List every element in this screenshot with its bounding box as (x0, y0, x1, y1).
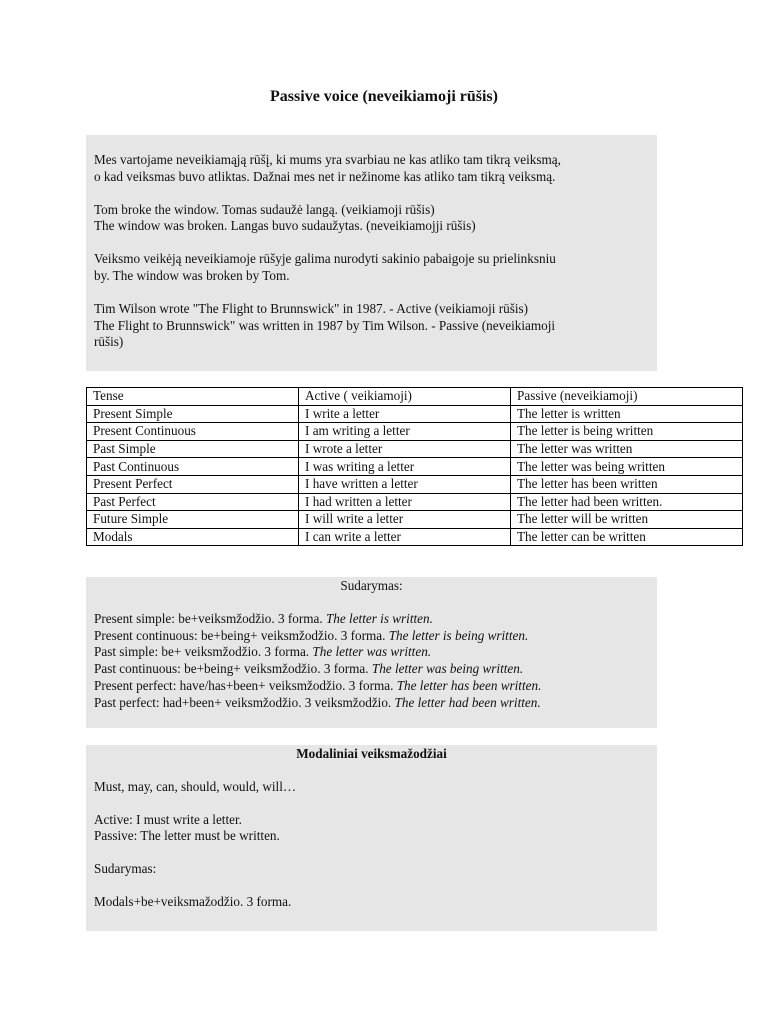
table-cell-passive: The letter had been written. (511, 493, 743, 511)
table-cell-active: I can write a letter (299, 528, 511, 546)
table-cell-passive: The letter is written (511, 405, 743, 423)
intro-box (86, 135, 657, 371)
formation-example: The letter is being written. (388, 627, 529, 643)
table-cell-tense: Modals (87, 528, 299, 546)
table-cell-passive: The letter can be written (511, 528, 743, 546)
formation-rule: Past continuous: be+being+ veiksmžodžio. 3 forma. (94, 661, 372, 677)
table-row (87, 475, 743, 493)
table-cell-active: I am writing a letter (299, 423, 511, 441)
table-cell-active: I have written a letter (299, 475, 511, 493)
formation-rule: Present continuous: be+being+ veiksmžodžio. 3 forma. (94, 627, 389, 643)
table-cell-passive: The letter was written (511, 440, 743, 458)
formation-rule: Past simple: be+ veiksmžodžio. 3 forma. (94, 644, 313, 660)
formation-box (86, 577, 657, 728)
intro-text-line: The window was broken. Langas buvo sudaužytas. (neveikiamojji rūšis) (94, 218, 476, 234)
modals-sub-heading: Sudarymas: (94, 861, 157, 877)
formation-line (94, 628, 649, 645)
formation-rule: Present simple: be+veiksmžodžio. 3 forma. (94, 610, 326, 626)
table-cell-active: I was writing a letter (299, 458, 511, 476)
intro-text-line: by. The window was broken by Tom. (94, 267, 290, 283)
tense-table (86, 387, 743, 546)
intro-text-line: Tim Wilson wrote "The Flight to Brunnswick" in 1987. - Active (veikiamoji rūšis) (94, 300, 529, 316)
intro-text-line: Mes vartojame neveikiamąją rūšį, ki mums yra svarbiau ne kas atliko tam tikrą veiksmą, (94, 152, 561, 167)
intro-text-line: The Flight to Brunnswick" was written in 1987 by Tim Wilson. - Passive (neveikiamoji (94, 317, 556, 333)
table-cell-tense: Present Perfect (87, 475, 299, 493)
table-row (87, 458, 743, 476)
table-cell-passive: The letter will be written (511, 511, 743, 529)
modals-box (86, 745, 657, 931)
table-cell-tense: Future Simple (87, 511, 299, 529)
table-cell-active: I had written a letter (299, 493, 511, 511)
modals-passive-example: Passive: The letter must be written. (94, 828, 280, 844)
table-cell-active: I wrote a letter (299, 440, 511, 458)
formation-line (94, 661, 649, 678)
intro-text-line: rūšis) (94, 334, 124, 350)
intro-text-line: Veiksmo veikėją neveikiamoje rūšyje galima nurodyti sakinio pabaigoje su prielinksniu (94, 251, 556, 267)
formation-example: The letter was written. (312, 644, 432, 660)
table-row (87, 511, 743, 529)
table-cell-passive: The letter was being written (511, 458, 743, 476)
modals-rule: Modals+be+veiksmažodžio. 3 forma. (94, 893, 292, 909)
formation-line (94, 695, 649, 712)
table-cell-active: I will write a letter (299, 511, 511, 529)
formation-heading: Sudarymas: (340, 578, 403, 593)
formation-line (94, 611, 649, 628)
page-title: Passive voice (neveikiamoji rūšis) (270, 88, 498, 105)
table-cell-active: I write a letter (299, 405, 511, 423)
table-cell-tense: Present Simple (87, 405, 299, 423)
table-cell-tense: Present Continuous (87, 423, 299, 441)
table-header-row (87, 388, 743, 406)
table-cell-tense: Past Perfect (87, 493, 299, 511)
formation-example: The letter has been written. (396, 677, 542, 693)
formation-example: The letter was being written. (371, 661, 524, 677)
table-header-cell: Passive (neveikiamoji) (511, 388, 743, 406)
modals-active-example: Active: I must write a letter. (94, 811, 242, 827)
table-row (87, 528, 743, 546)
modals-heading: Modaliniai veiksmažodžiai (296, 746, 447, 761)
table-cell-passive: The letter is being written (511, 423, 743, 441)
table-header-cell: Active ( veikiamoji) (299, 388, 511, 406)
table-row (87, 493, 743, 511)
formation-line (94, 678, 649, 695)
table-row (87, 405, 743, 423)
formation-example: The letter had been written. (394, 694, 541, 710)
table-row (87, 423, 743, 441)
table-cell-tense: Past Continuous (87, 458, 299, 476)
table-cell-passive: The letter has been written (511, 475, 743, 493)
table-header-cell: Tense (87, 388, 299, 406)
formation-rule: Past perfect: had+been+ veiksmžodžio. 3 veiksmžodžio. (94, 694, 395, 710)
modals-list: Must, may, can, should, would, will… (94, 778, 297, 794)
formation-line (94, 644, 649, 661)
formation-rule: Present perfect: have/has+been+ veiksmžodžio. 3 forma. (94, 677, 397, 693)
table-row (87, 440, 743, 458)
table-cell-tense: Past Simple (87, 440, 299, 458)
formation-example: The letter is written. (325, 610, 433, 626)
intro-text-line: o kad veiksmas buvo atliktas. Dažnai mes net ir nežinome kas atliko tam tikrą veiksmą. (94, 168, 556, 184)
intro-text-line: Tom broke the window. Tomas sudaužė langą. (veikiamoji rūšis) (94, 201, 435, 217)
